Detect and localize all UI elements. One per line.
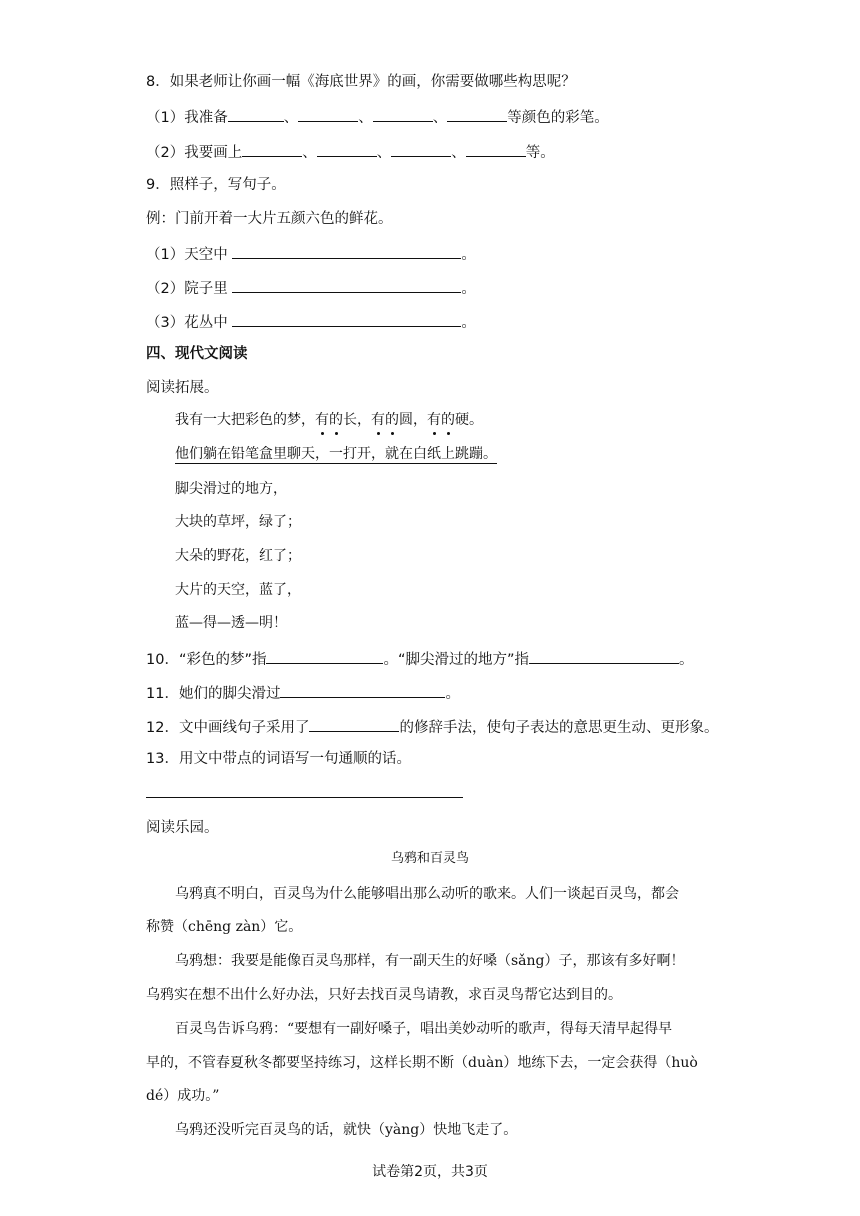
q8-part1: [146, 106, 609, 128]
q8-part2: [146, 141, 555, 163]
story-p3-l1: 百灵鸟告诉乌鸦：“要想有一副好嗓子，唱出美妙动听的歌声，得每天清早起得早: [175, 1021, 673, 1037]
answer-blank[interactable]: [242, 141, 302, 157]
q10-text: 。: [679, 652, 694, 668]
period: 。: [461, 315, 476, 331]
sep: 、: [451, 145, 466, 161]
q8-p2-suffix: 等。: [525, 145, 555, 161]
dotted-word: 有: [371, 412, 385, 428]
dotted-word: 的: [441, 412, 455, 428]
story-p4-l1: 乌鸦还没听完百灵鸟的话，就快（yàng）快地飞走了。: [175, 1122, 518, 1138]
answer-blank[interactable]: [280, 682, 445, 698]
dotted-word: 有: [315, 412, 329, 428]
poem-text: 硬。: [455, 412, 483, 428]
q9-item-2: [146, 277, 476, 299]
answer-blank[interactable]: [266, 648, 383, 664]
q12: [146, 716, 718, 738]
reading1-label: 阅读拓展。: [146, 380, 219, 396]
q10: [146, 648, 694, 670]
poem-line-5: 大朵的野花，红了；: [175, 548, 301, 564]
poem-line-6: 大片的天空，蓝了，: [175, 582, 301, 598]
q11-text: 。: [445, 686, 460, 702]
sep: 、: [358, 110, 373, 126]
q9-item-label: （2）院子里: [146, 281, 228, 297]
poem-text: 我有一大把彩色的梦，: [175, 412, 315, 428]
poem-line-2: [175, 444, 497, 464]
answer-blank[interactable]: [298, 106, 358, 122]
q9-question: 9．照样子，写句子。: [146, 177, 286, 193]
q12-text: 12．文中画线句子采用了: [146, 720, 310, 736]
story-p1-l1: 乌鸦真不明白，百灵鸟为什么能够唱出那么动听的歌来。人们一谈起百灵鸟，都会: [175, 886, 679, 902]
page-footer: 试卷第2页，共3页: [372, 1164, 488, 1180]
poem-line-4: 大块的草坪，绿了；: [175, 514, 301, 530]
answer-blank[interactable]: [317, 141, 377, 157]
poem-line-3: 脚尖滑过的地方，: [175, 481, 287, 497]
dotted-word: 的: [329, 412, 343, 428]
period: 。: [461, 247, 476, 263]
q8-p1-suffix: 等颜色的彩笔。: [507, 110, 609, 126]
q10-text: 。“脚尖滑过的地方”指: [383, 652, 530, 668]
poem-text: 长，: [343, 412, 371, 428]
sep: 、: [283, 110, 299, 126]
q11-text: 11．她们的脚尖滑过: [146, 686, 281, 702]
q8-p1-prefix: （1）我准备: [146, 110, 228, 126]
story-p2-l1: 乌鸦想：我要是能像百灵鸟那样，有一副天生的好嗓（sǎng）子，那该有多好啊！: [175, 953, 685, 969]
reading2-label: 阅读乐园。: [146, 820, 219, 836]
answer-blank[interactable]: [447, 106, 507, 122]
story-p2-l2: 乌鸦实在想不出什么好办法，只好去找百灵鸟请教，求百灵鸟帮它达到目的。: [146, 987, 622, 1003]
dotted-word: 的: [385, 412, 399, 428]
q9-item-label: （3）花丛中: [146, 315, 228, 331]
poem-text: 圆，: [399, 412, 427, 428]
q8-p2-prefix: （2）我要画上: [146, 145, 243, 161]
answer-blank[interactable]: [232, 277, 461, 293]
sep: 、: [302, 145, 317, 161]
q11: [146, 682, 460, 704]
underlined-sentence: 他们躺在铅笔盒里聊天，一打开，就在白纸上跳蹦。: [175, 446, 497, 462]
answer-blank[interactable]: [391, 141, 451, 157]
answer-blank[interactable]: [373, 106, 433, 122]
poem-line-7: 蓝—得—透—明！: [175, 615, 287, 631]
story-p3-l2: 早的，不管春夏秋冬都要坚持练习，这样长期不断（duàn）地练下去，一定会获得（huò: [146, 1055, 698, 1071]
answer-blank[interactable]: [228, 106, 284, 122]
q12-text: 的修辞手法，使句子表达的意思更生动、更形象。: [399, 720, 719, 736]
answer-line[interactable]: [146, 797, 463, 798]
story-p3-l3: dé）成功。”: [146, 1088, 220, 1104]
answer-blank[interactable]: [309, 716, 399, 732]
sep: 、: [432, 110, 448, 126]
q9-example: 例：门前开着一大片五颜六色的鲜花。: [146, 211, 393, 227]
q13: 13．用文中带点的词语写一句通顺的话。: [146, 751, 411, 767]
q9-item-label: （1）天空中: [146, 247, 228, 263]
answer-blank[interactable]: [529, 648, 679, 664]
poem-line-1: [175, 410, 483, 430]
period: 。: [461, 281, 476, 297]
q9-item-3: [146, 311, 476, 333]
answer-blank[interactable]: [232, 243, 461, 259]
section-title: 四、现代文阅读: [146, 346, 248, 362]
answer-blank[interactable]: [466, 141, 526, 157]
q9-item-1: [146, 243, 476, 265]
q10-text: 10．“彩色的梦”指: [146, 652, 267, 668]
q8-question: 8．如果老师让你画一幅《海底世界》的画，你需要做哪些构思呢？: [146, 74, 576, 90]
dotted-word: 有: [427, 412, 441, 428]
story-p1-l2: 称赞（chēng zàn）它。: [146, 919, 303, 935]
story-title: 乌鸦和百灵鸟: [390, 851, 469, 866]
sep: 、: [376, 145, 392, 161]
answer-blank[interactable]: [232, 311, 461, 327]
